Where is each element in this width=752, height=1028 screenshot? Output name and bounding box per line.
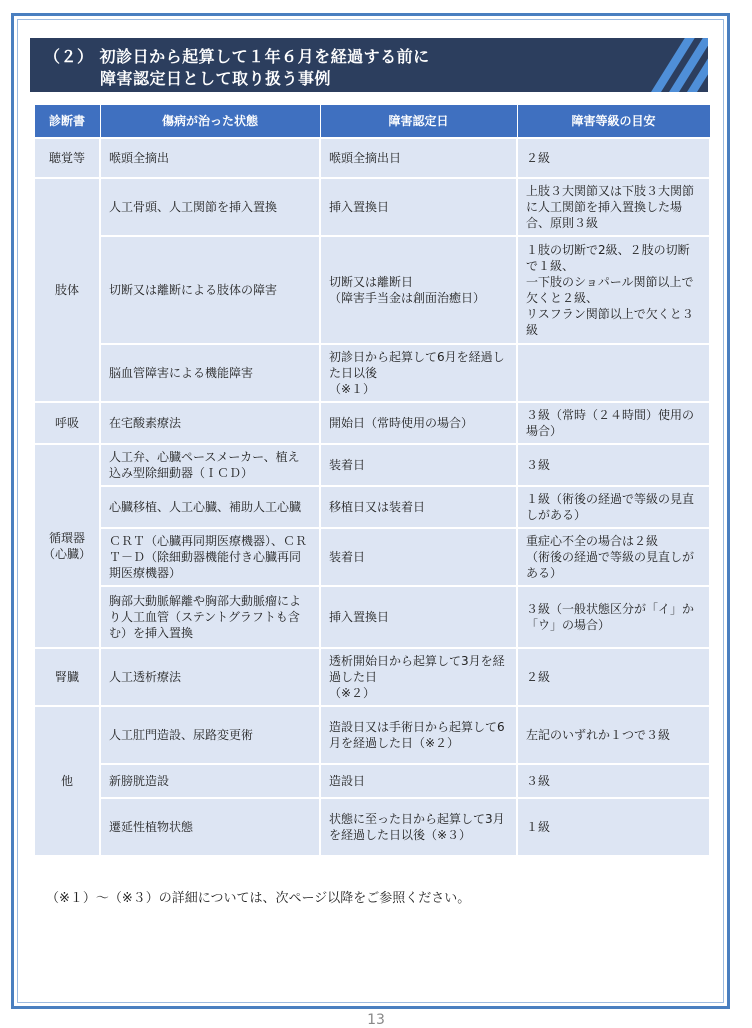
footnote: （※１）～（※３）の詳細については、次ページ以降をご参照ください。	[46, 891, 471, 906]
table-row	[34, 764, 710, 798]
cell-state: 在宅酸素療法	[100, 402, 320, 444]
cell-state: 人工肛門造設、尿路変更術	[100, 706, 320, 764]
cell-state: 人工骨頭、人工関節を挿入置換	[100, 178, 320, 236]
cell-diagnosis: 聴覚等	[34, 138, 100, 178]
cell-date: 初診日から起算して6月を経過した日以後 （※１）	[320, 344, 517, 402]
table-header-row	[34, 105, 710, 139]
cell-grade: 重症心不全の場合は２級 （術後の経過で等級の見直しがある）	[517, 528, 710, 586]
table-row	[34, 586, 710, 648]
cell-state: 人工透析療法	[100, 648, 320, 706]
cell-date: 挿入置換日	[320, 178, 517, 236]
col-header-diagnosis: 診断書	[34, 105, 100, 139]
cell-date: 装着日	[320, 528, 517, 586]
cell-date: 移植日又は装着日	[320, 486, 517, 528]
table-row	[34, 138, 710, 178]
cell-date: 造設日	[320, 764, 517, 798]
col-header-date: 障害認定日	[320, 105, 517, 139]
cell-state: 切断又は離断による肢体の障害	[100, 236, 320, 344]
table-row	[34, 236, 710, 344]
cell-state: 胸部大動脈解離や胸部大動脈瘤により人工血管（ステントグラフトも含む）を挿入置換	[100, 586, 320, 648]
cell-grade: １級（術後の経過で等級の見直しがある）	[517, 486, 710, 528]
table-row	[34, 706, 710, 764]
cell-grade: ２級	[517, 138, 710, 178]
cell-grade	[517, 344, 710, 402]
section-title-line1: （２） 初診日から起算して１年６月を経過する前に	[44, 47, 430, 66]
cell-date: 切断又は離断日 （障害手当金は創面治癒日）	[320, 236, 517, 344]
cell-grade: 上肢３大関節又は下肢３大関節に人工関節を挿入置換した場合、原則３級	[517, 178, 710, 236]
cell-grade: ３級（一般状態区分が「イ」か「ウ」の場合）	[517, 586, 710, 648]
cell-diagnosis: 腎臓	[34, 648, 100, 706]
cell-state: 人工弁、心臓ペースメーカー、植え込み型除細動器（ＩＣＤ）	[100, 444, 320, 486]
cell-grade: ２級	[517, 648, 710, 706]
cell-diagnosis: 肢体	[34, 178, 100, 402]
cell-date: 装着日	[320, 444, 517, 486]
cell-grade: １肢の切断で2級、２肢の切断で１級、 一下肢のショパール関節以上で欠くと２級、 リスフラン関節以上で欠くと３級	[517, 236, 710, 344]
cell-grade: 左記のいずれか１つで３級	[517, 706, 710, 764]
disability-date-table	[33, 104, 711, 857]
cell-state: ＣＲＴ（心臓再同期医療機器）、ＣＲＴ－Ｄ（除細動器機能付き心臓再同期医療機器）	[100, 528, 320, 586]
table-row	[34, 648, 710, 706]
table-row	[34, 444, 710, 486]
cell-diagnosis: 呼吸	[34, 402, 100, 444]
cell-state: 新膀胱造設	[100, 764, 320, 798]
cell-date: 状態に至った日から起算して3月を経過した日以後（※３）	[320, 798, 517, 856]
section-header	[30, 38, 708, 92]
col-header-state: 傷病が治った状態	[100, 105, 320, 139]
table-row	[34, 486, 710, 528]
cell-date: 造設日又は手術日から起算して6月を経過した日（※２）	[320, 706, 517, 764]
cell-grade: ３級	[517, 764, 710, 798]
cell-diagnosis: 循環器 （心臓）	[34, 444, 100, 648]
col-header-grade: 障害等級の目安	[517, 105, 710, 139]
cell-date: 挿入置換日	[320, 586, 517, 648]
cell-state: 喉頭全摘出	[100, 138, 320, 178]
table-row	[34, 178, 710, 236]
cell-date: 開始日（常時使用の場合）	[320, 402, 517, 444]
section-title-line2: 障害認定日として取り扱う事例	[100, 69, 332, 88]
page-number: 13	[367, 1012, 385, 1028]
table-row	[34, 798, 710, 856]
cell-state: 脳血管障害による機能障害	[100, 344, 320, 402]
cell-grade: ３級	[517, 444, 710, 486]
cell-date: 透析開始日から起算して3月を経過した日 （※２）	[320, 648, 517, 706]
cell-state: 遷延性植物状態	[100, 798, 320, 856]
table-row	[34, 528, 710, 586]
cell-grade: １級	[517, 798, 710, 856]
cell-diagnosis: 他	[34, 706, 100, 856]
cell-grade: ３級（常時（２４時間）使用の場合）	[517, 402, 710, 444]
cell-date: 喉頭全摘出日	[320, 138, 517, 178]
cell-state: 心臓移植、人工心臓、補助人工心臓	[100, 486, 320, 528]
table-row	[34, 344, 710, 402]
table-row	[34, 402, 710, 444]
